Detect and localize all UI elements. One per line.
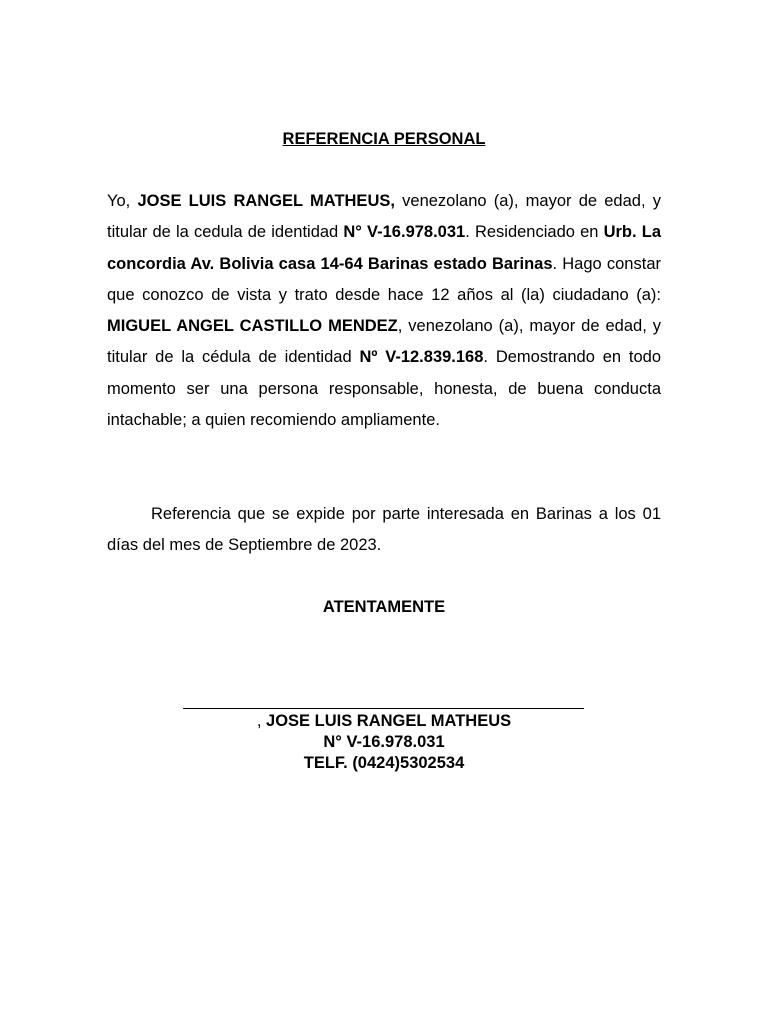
signature-name: JOSE LUIS RANGEL MATHEUS (266, 712, 512, 730)
closing-text: ATENTAMENTE (322, 598, 446, 616)
signature-phone-text: TELF. (0424)5302534 (303, 754, 465, 772)
signature-id (0, 732, 768, 753)
signature-prefix: , (256, 712, 267, 730)
signature-block (0, 711, 768, 774)
paragraph-text: . Hago constar que conozco de vista y trato desde hace 12 años al (la) ciudadano (a): (107, 254, 661, 304)
paragraph-text: . Demostrando en todo momento ser una persona responsable, honesta, de buena conducta intachable; a quien recomiendo ampliamente. (107, 348, 662, 430)
signature-phone (0, 753, 768, 774)
paragraph-text: Yo, (107, 192, 138, 210)
paragraph-text: . Residenciado en (465, 223, 604, 242)
referred-name: MIGUEL ANGEL CASTILLO MENDEZ (107, 317, 398, 336)
referrer-name: JOSE LUIS RANGEL MATHEUS, (137, 192, 395, 210)
referrer-address: Urb. La concordia Av. Bolivia casa 14-64 Barinas estado Barinas (107, 223, 661, 273)
document-title: REFERENCIA PERSONAL (282, 130, 486, 148)
paragraph-text: venezolano (a), mayor de edad, y titular de la cedula de identidad (107, 192, 661, 242)
issuance-paragraph: Referencia que se expide por parte interesada en Barinas a los 01 días del mes de Septiembre de 2023. (107, 505, 661, 555)
referred-id: Nº V-12.839.168 (359, 348, 484, 367)
signature-line (183, 708, 584, 709)
signature-name-line (0, 711, 768, 732)
referrer-id: N° V-16.978.031 (343, 223, 466, 242)
paragraph-text: , venezolano (a), mayor de edad, y titular de la cédula de identidad (107, 317, 661, 367)
reference-paragraph (107, 186, 661, 436)
signature-id-text: N° V-16.978.031 (323, 733, 445, 751)
